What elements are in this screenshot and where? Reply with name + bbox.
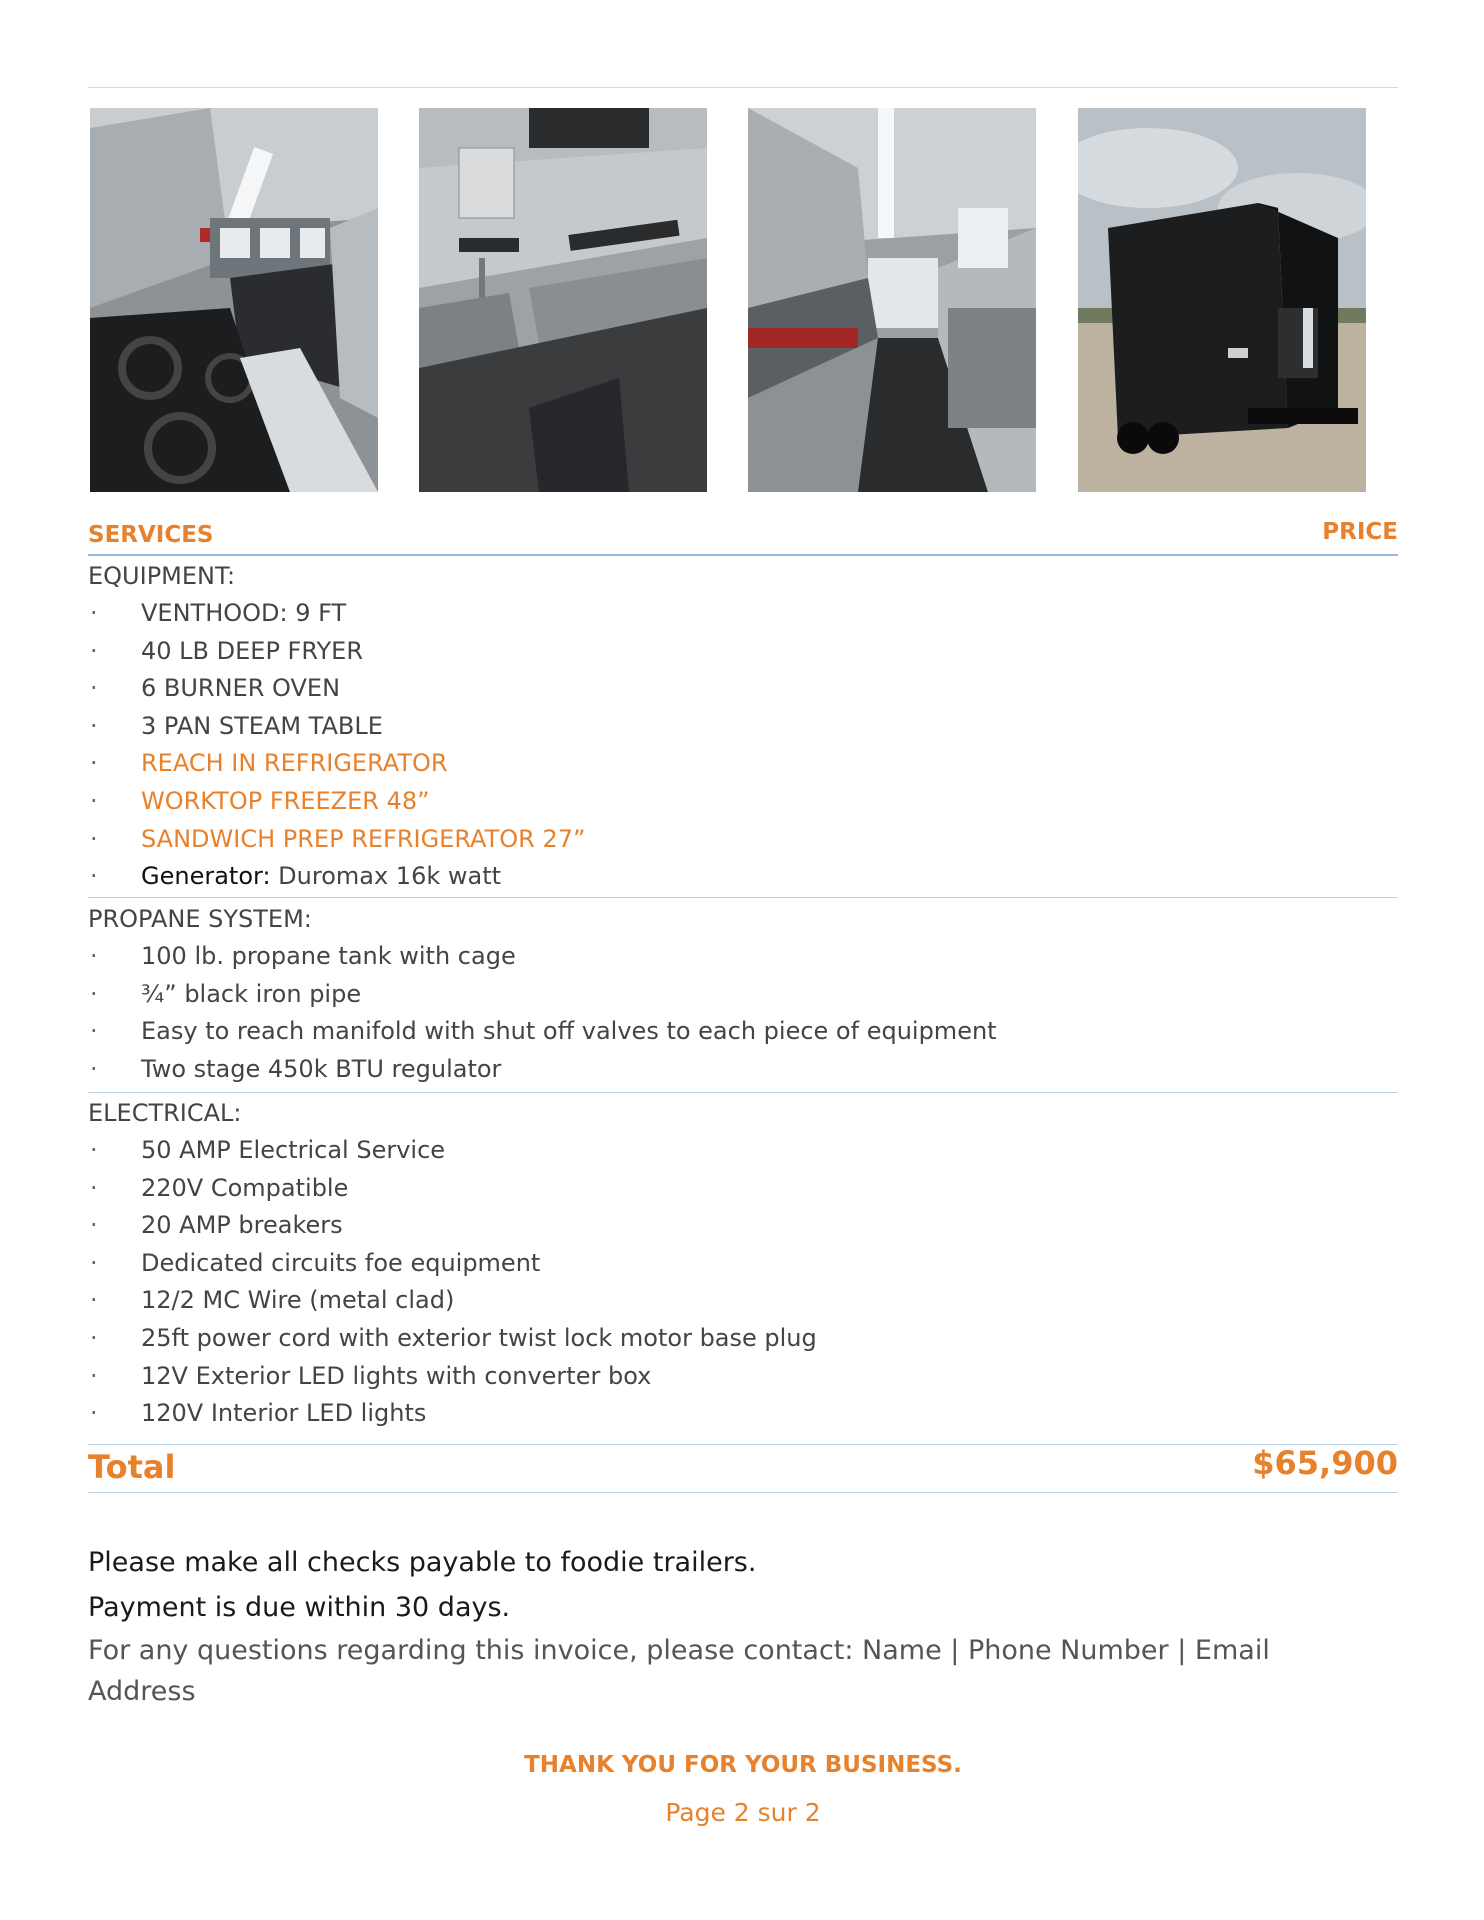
equipment-section: [88, 557, 1398, 896]
total-amount: $65,900: [1252, 1444, 1398, 1482]
list-item: · 50 AMP Electrical Service: [90, 1136, 446, 1164]
generator-label: Generator:: [141, 862, 271, 891]
list-item: · Two stage 450k BTU regulator: [90, 1054, 502, 1083]
thank-you-text: THANK YOU FOR YOUR BUSINESS.: [524, 1752, 962, 1778]
kitchen-aisle-photo-icon: [748, 108, 1036, 492]
electrical-title: ELECTRICAL:: [88, 1099, 242, 1127]
section-divider: [88, 1444, 1398, 1445]
generator-item: · Generator: Duromax 16k watt: [90, 862, 502, 891]
top-divider: [88, 87, 1398, 88]
list-item: · 220V Compatible: [90, 1173, 349, 1202]
list-item: · 100 lb. propane tank with cage: [90, 942, 516, 970]
total-divider: [88, 1492, 1398, 1493]
list-item: · WORKTOP FREEZER 48”: [90, 786, 430, 815]
list-item: · SANDWICH PREP REFRIGERATOR 27”: [90, 824, 586, 853]
electrical-section: [88, 1094, 1398, 1433]
list-item: · VENTHOOD: 9 FT: [90, 599, 347, 627]
total-row: [88, 1446, 1398, 1492]
sink-photo-icon: [419, 108, 707, 492]
list-item: · 12V Exterior LED lights with converter box: [90, 1361, 652, 1390]
list-item: · ¾” black iron pipe: [90, 979, 362, 1008]
list-item: · 3 PAN STEAM TABLE: [90, 711, 383, 740]
list-item: · REACH IN REFRIGERATOR: [90, 749, 448, 778]
kitchen-stove-photo-icon: [90, 108, 378, 492]
generator-value: Duromax 16k watt: [270, 862, 502, 891]
list-item: · Easy to reach manifold with shut off valves to each piece of equipment: [90, 1017, 997, 1046]
list-item: · 40 LB DEEP FRYER: [90, 636, 363, 665]
black-trailer-photo-icon: [1078, 108, 1366, 492]
contact-note: For any questions regarding this invoice, please contact: Name | Phone Number | Email Address: [88, 1635, 1270, 1707]
list-item: · 25ft power cord with exterior twist lock motor base plug: [90, 1323, 817, 1352]
payment-notes: [88, 1540, 1398, 1712]
invoice-page: [88, 0, 1398, 1920]
services-header: [88, 518, 1398, 556]
section-divider: [88, 897, 1398, 898]
photo-gallery: [88, 108, 1398, 493]
list-item: · Dedicated circuits foe equipment: [90, 1248, 541, 1277]
price-label: PRICE: [1322, 519, 1398, 545]
services-label: SERVICES: [88, 522, 214, 548]
total-label: Total: [88, 1448, 176, 1486]
list-item: · 20 AMP breakers: [90, 1211, 343, 1240]
list-item: · 12/2 MC Wire (metal clad): [90, 1286, 455, 1315]
propane-section: [88, 900, 1398, 1088]
equipment-title: EQUIPMENT:: [88, 562, 236, 590]
due-note: Payment is due within 30 days.: [88, 1592, 511, 1623]
section-divider: [88, 1092, 1398, 1093]
propane-title: PROPANE SYSTEM:: [88, 905, 312, 933]
list-item: · 120V Interior LED lights: [90, 1399, 427, 1428]
page-number: Page 2 sur 2: [665, 1798, 821, 1827]
list-item: · 6 BURNER OVEN: [90, 674, 341, 703]
checks-note: Please make all checks payable to foodie trailers.: [88, 1547, 757, 1578]
